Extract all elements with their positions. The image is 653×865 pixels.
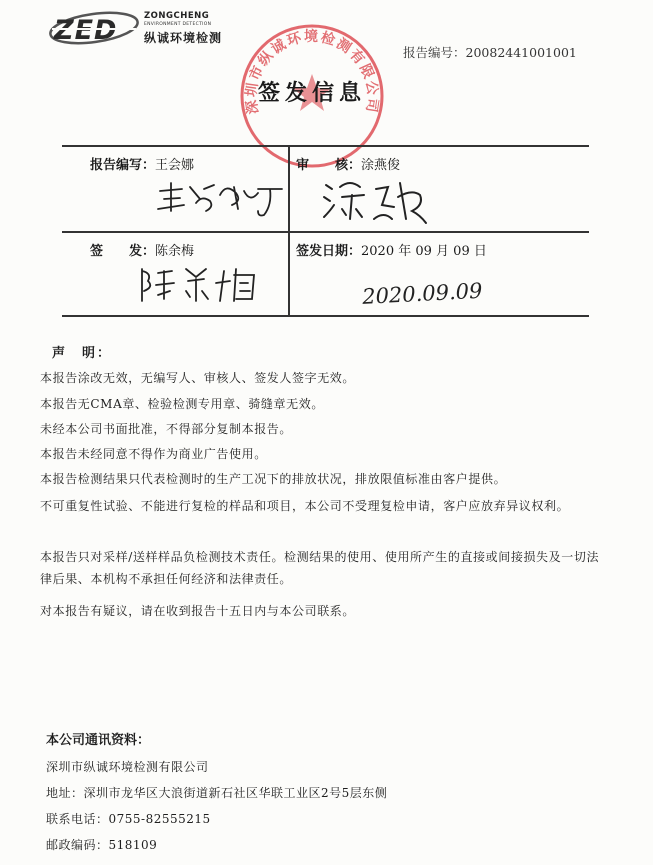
declaration-title: 声 明： (52, 346, 113, 361)
reviewer-signature (320, 175, 430, 227)
company-logo (48, 8, 248, 48)
declaration-line-1: 本报告涂改无效，无编写人、审核人、签发人签字无效。 (40, 371, 356, 385)
contact-address: 地址：深圳市龙华区大浪街道新石社区华联工业区2号5层东侧 (46, 786, 388, 800)
report-number-value: 20082441001001 (465, 45, 577, 60)
table-border-top (62, 145, 589, 147)
contact-phone: 联系电话：0755-82555215 (46, 812, 211, 826)
zed-logo-icon (48, 8, 140, 48)
stamp-text: 深圳市纵诚环境检测有限公司 (243, 29, 381, 116)
reviewer-name: 涂燕俊 (361, 158, 401, 173)
issue-date-value: 2020 年 09 月 09 日 (361, 244, 487, 259)
logo-mark: ZED (54, 15, 118, 46)
signature-table (62, 145, 589, 317)
declaration-line-2: 本报告无CMA章、检验检测专用章、骑缝章无效。 (40, 397, 324, 411)
compiler-label: 报告编写： (90, 158, 156, 173)
issuer-name: 陈余梅 (155, 244, 195, 259)
issuer-label: 签 发： (90, 244, 156, 259)
table-border-bottom (62, 315, 589, 317)
compiler-name: 王会娜 (155, 158, 195, 173)
issuer-signature (136, 261, 266, 305)
contact-postcode: 邮政编码：518109 (46, 838, 158, 852)
issue-date-cell (296, 240, 487, 259)
compiler-cell (90, 154, 194, 173)
declaration-line-8: 对本报告有疑议，请在收到报告十五日内与本公司联系。 (40, 604, 356, 618)
table-divider-vertical (288, 145, 290, 317)
contact-title: 本公司通讯资料： (46, 733, 151, 748)
declaration-line-3: 未经本公司书面批准，不得部分复制本报告。 (40, 422, 293, 436)
compiler-signature (154, 175, 284, 219)
contact-company: 深圳市纵诚环境检测有限公司 (46, 760, 209, 774)
reviewer-cell (296, 154, 400, 173)
report-number (403, 43, 577, 61)
declaration-line-4: 本报告未经同意不得作为商业广告使用。 (40, 447, 267, 461)
logo-chinese-name: 纵诚环境检测 (144, 31, 223, 45)
declaration-line-7: 本报告只对采样/送样样品负检测技术责任。检测结果的使用、使用所产生的直接或间接损失及一切法律后果、本机构不承担任何经济和法律责任。 (40, 550, 600, 586)
issue-date-handwritten (358, 267, 488, 313)
table-divider-middle (62, 231, 589, 233)
declaration-line-5: 本报告检测结果只代表检测时的生产工况下的排放状况，排放限值标准由客户提供。 (40, 472, 507, 486)
reviewer-label: 审 核： (296, 158, 362, 173)
handwritten-date-text: 2020.09.09 (361, 278, 483, 309)
logo-english-subtitle: ENVIRONMENT DETECTION (144, 22, 212, 27)
page-title: 签发信息 (258, 81, 367, 106)
issuer-cell (90, 240, 194, 259)
report-number-label: 报告编号： (403, 45, 466, 60)
issue-date-label: 签发日期： (296, 244, 362, 259)
declaration-line-6: 不可重复性试验、不能进行复检的样品和项目，本公司不受理复检申请，客户应放弃异议权利。 (40, 499, 570, 513)
logo-english-name: ZONGCHENG (144, 11, 210, 21)
